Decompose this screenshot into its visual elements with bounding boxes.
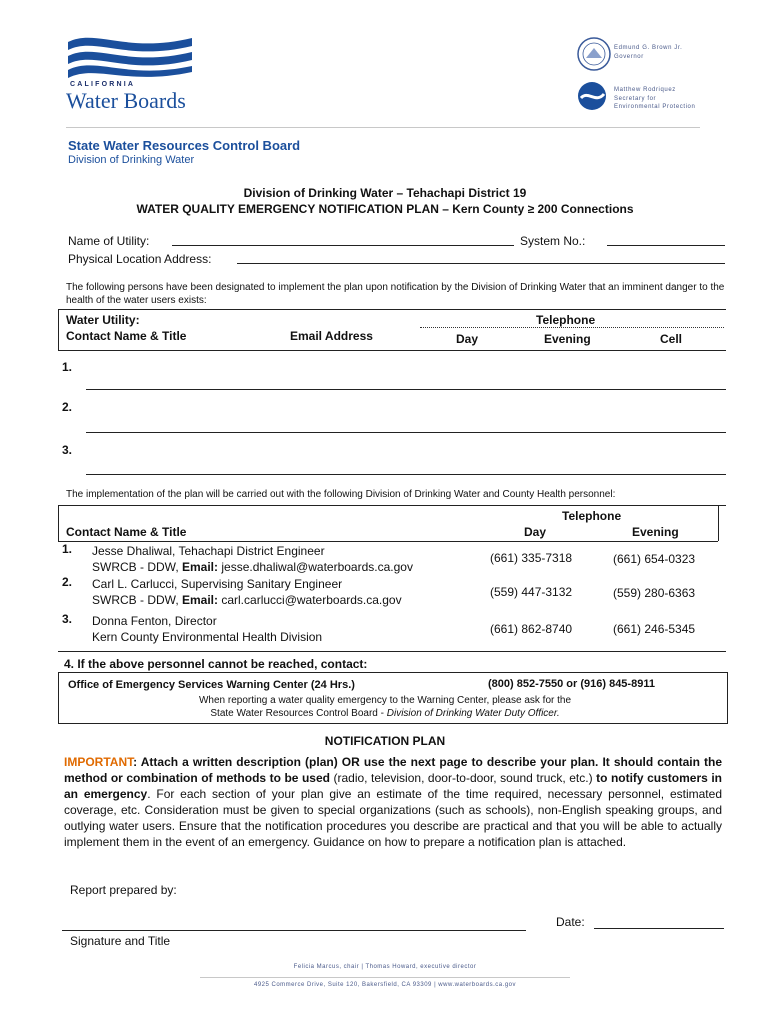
contact-line-3[interactable] [86,474,726,475]
footer-divider [200,977,570,978]
person-name-title: Carl L. Carlucci, Supervising Sanitary Engineer [92,577,343,591]
header-divider [66,127,700,128]
person-org-email: SWRCB - DDW, Email: jesse.dhaliwal@waterboards.ca.gov [92,560,413,574]
system-no-field[interactable] [607,233,725,246]
ddw-col-contact: Contact Name & Title [66,525,187,539]
footer-officers: Felicia Marcus, chair | Thomas Howard, executive director [293,964,477,970]
ddw-table-bottom-rule [58,651,726,652]
person-number: 3. [62,612,73,626]
ddw-col-telephone: Telephone [562,509,622,523]
utility-name-field[interactable] [172,233,514,246]
col-contact-name: Contact Name & Title [66,329,187,343]
logo-state-text: CALIFORNIA [70,81,136,88]
ddw-table-left-rule [58,505,59,541]
col-day: Day [456,332,479,346]
signature-line[interactable] [62,930,526,931]
oes-note-2: State Water Resources Control Board - Division of Drinking Water Duty Officer. [210,708,560,719]
oes-name: Office of Emergency Services Warning Center (24 Hrs.) [68,679,355,691]
location-field[interactable] [237,251,725,264]
person-evening-phone: (661) 654-0323 [613,552,696,566]
row-number: 1. [62,360,73,374]
location-label: Physical Location Address: [68,252,212,266]
water-boards-logo-waves [66,32,194,80]
contact-line-1[interactable] [86,389,726,390]
calepa-logo-icon [576,80,608,112]
state-seal-icon [576,36,612,72]
telephone-dotted-rule [420,327,724,328]
contact-line-2[interactable] [86,432,726,433]
utility-name-label: Name of Utility: [68,234,150,248]
ddw-table-header-rule [58,541,718,542]
logo-name: Water Boards [66,88,186,113]
ddw-col-evening: Evening [632,525,679,539]
utility-intro-text: The following persons have been designated to implement the plan upon notification by the Division of Drinking Water that an imminent danger to the health of the water users exists: [66,282,725,306]
division-name: Division of Drinking Water [68,154,195,166]
utility-table-left-rule [58,309,59,351]
signature-label: Signature and Title [70,934,171,948]
report-prepared-label: Report prepared by: [70,883,177,897]
col-email: Email Address [290,329,373,343]
person-number: 1. [62,542,73,556]
date-field[interactable] [594,916,724,929]
ddw-intro-text: The implementation of the plan will be carried out with the following Division of Drinking Water and County Health personnel: [66,489,616,500]
row-number: 2. [62,400,73,414]
item-4-text: 4. If the above personnel cannot be reached, contact: [64,657,368,671]
person-evening-phone: (559) 280-6363 [613,586,696,600]
person-org: Kern County Environmental Health Division [92,630,323,644]
oes-phone: (800) 852-7550 or (916) 845-8911 [488,678,655,690]
person-day-phone: (661) 862-8740 [490,622,573,636]
secretary-name: Matthew Rodriquez [614,87,676,93]
row-number: 3. [62,443,73,457]
col-evening: Evening [544,332,591,346]
footer-address: 4925 Commerce Drive, Suite 120, Bakersfield, CA 93309 | www.waterboards.ca.gov [253,982,516,988]
oes-note-1: When reporting a water quality emergency to the Warning Center, please ask for the [198,695,572,706]
person-number: 2. [62,575,73,589]
secretary-title-1: Secretary for [614,96,657,102]
person-name-title: Donna Fenton, Director [92,614,217,628]
person-name-title: Jesse Dhaliwal, Tehachapi District Engineer [92,544,325,558]
ddw-table-top-rule [58,505,726,506]
ddw-col-day: Day [524,525,547,539]
governor-name: Edmund G. Brown Jr. [614,45,683,51]
person-evening-phone: (661) 246-5345 [613,622,696,636]
notification-paragraph: IMPORTANT: Attach a written description (plan) OR use the next page to describe your plan. It should contain the method or combination of methods to be used (radio, television, door-to-door, sound truck, etc.) to notify customers in an emergency. For each section of your plan give an estimate of the time required, necessary personnel, estimated coverage, etc. Consideration must be given to special organizations (such as schools), non-English speaking groups, and outlying water users. Ensure that the notification procedures you describe are practical and that you will be able to actually implement them in the event of an emergency. Guidance on how to prepare a notification plan is attached. [64,755,722,849]
utility-table-header-rule [58,350,726,351]
person-day-phone: (661) 335-7318 [490,551,573,565]
col-water-utility: Water Utility: [66,313,140,327]
document-subtitle: WATER QUALITY EMERGENCY NOTIFICATION PLAN – Kern County ≥ 200 Connections [136,202,634,216]
notification-heading: NOTIFICATION PLAN [324,734,446,748]
document-title: Division of Drinking Water – Tehachapi District 19 [243,186,527,200]
system-no-label: System No.: [520,234,586,248]
person-day-phone: (559) 447-3132 [490,585,573,599]
col-telephone: Telephone [536,313,596,327]
col-cell: Cell [660,332,683,346]
agency-name: State Water Resources Control Board [68,138,301,153]
governor-title: Governor [614,54,644,60]
utility-table-top-rule [58,309,726,310]
person-org-email: SWRCB - DDW, Email: carl.carlucci@waterboards.ca.gov [92,593,402,607]
ddw-table-right-rule [718,505,719,541]
secretary-title-2: Environmental Protection [614,104,696,110]
date-label: Date: [556,915,585,929]
